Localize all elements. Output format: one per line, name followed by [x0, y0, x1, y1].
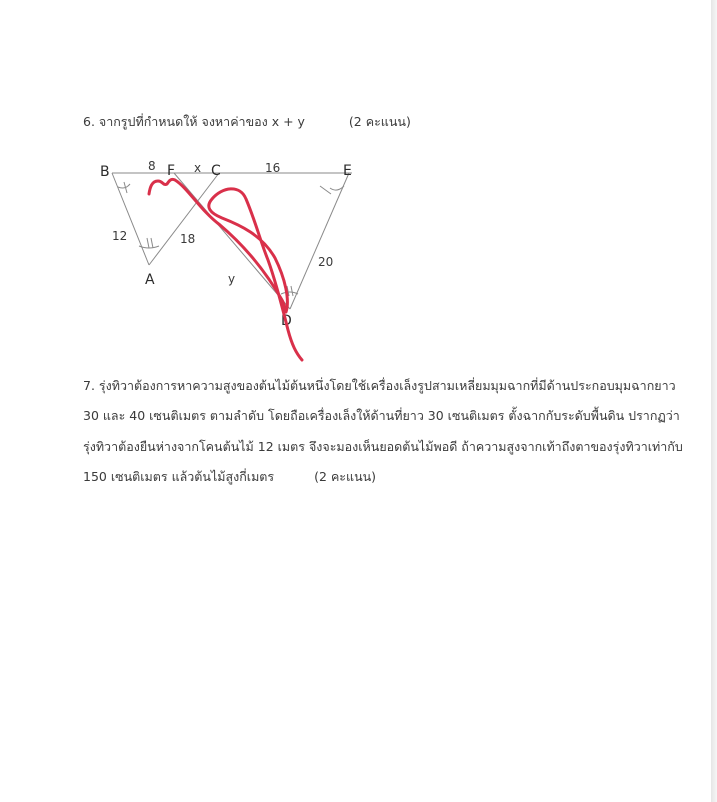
length-fd: y — [228, 272, 236, 286]
point-b: B — [100, 164, 110, 180]
length-fc: x — [194, 161, 202, 175]
length-bf: 8 — [148, 159, 156, 173]
question-6 — [83, 114, 411, 130]
question-7-line-4 — [83, 469, 376, 485]
question-7-line-4-text: 150 เซนติเมตร แล้วต้นไม้สูงกี่เมตร — [83, 469, 275, 484]
segment-ed — [290, 173, 349, 309]
angle-tick-d2 — [291, 286, 293, 296]
angle-mark-a — [139, 246, 159, 248]
point-a: A — [145, 272, 155, 288]
angle-tick-a2 — [151, 238, 153, 248]
point-d: D — [281, 313, 292, 329]
question-6-text: 6. จากรูปที่กำหนดให้ จงหาค่าของ x + y — [83, 114, 305, 129]
angle-mark-e — [330, 186, 344, 190]
point-e: E — [343, 163, 352, 179]
handwritten-scribble — [149, 179, 302, 360]
segment-ac — [149, 173, 219, 265]
angle-tick-e — [320, 186, 331, 194]
angle-mark-b — [118, 184, 130, 188]
angle-tick-b — [124, 182, 127, 193]
segment-ba — [112, 173, 149, 265]
question-7-line-2: 30 และ 40 เซนติเมตร ตามลำดับ โดยถือเครื่องเล็งให้ด้านที่ยาว 30 เซนติเมตร ตั้งฉากกับระดับพื้นดิน ปรากฏว่า — [83, 408, 680, 423]
angle-tick-d1 — [287, 286, 289, 296]
angle-tick-a1 — [147, 238, 149, 248]
question-7-line-1: 7. รุ่งทิวาต้องการหาความสูงของต้นไม้ต้นหนึ่งโดยใช้เครื่องเล็งรูปสามเหลี่ยมมุมฉากที่มีด้านประกอบมุมฉากยาว — [83, 378, 676, 393]
question-7-points: (2 คะแนน) — [314, 469, 377, 484]
point-f: F — [167, 163, 176, 179]
question-6-points: (2 คะแนน) — [348, 114, 411, 129]
page-edge-shadow — [711, 0, 717, 802]
segment-fd — [174, 173, 290, 309]
angle-mark-d — [281, 292, 298, 294]
question-7-line-3: รุ่งทิวาต้องยืนห่างจากโคนต้นไม้ 12 เมตร จึงจะมองเห็นยอดต้นไม้พอดี ถ้าความสูงจากเท้าถึงตาของรุ่งทิวาเท่ากับ — [83, 439, 683, 454]
length-de: 20 — [318, 255, 334, 269]
length-ce: 16 — [265, 161, 281, 175]
length-ac: 18 — [180, 232, 196, 246]
length-ab: 12 — [112, 229, 128, 243]
point-c: C — [211, 163, 221, 179]
